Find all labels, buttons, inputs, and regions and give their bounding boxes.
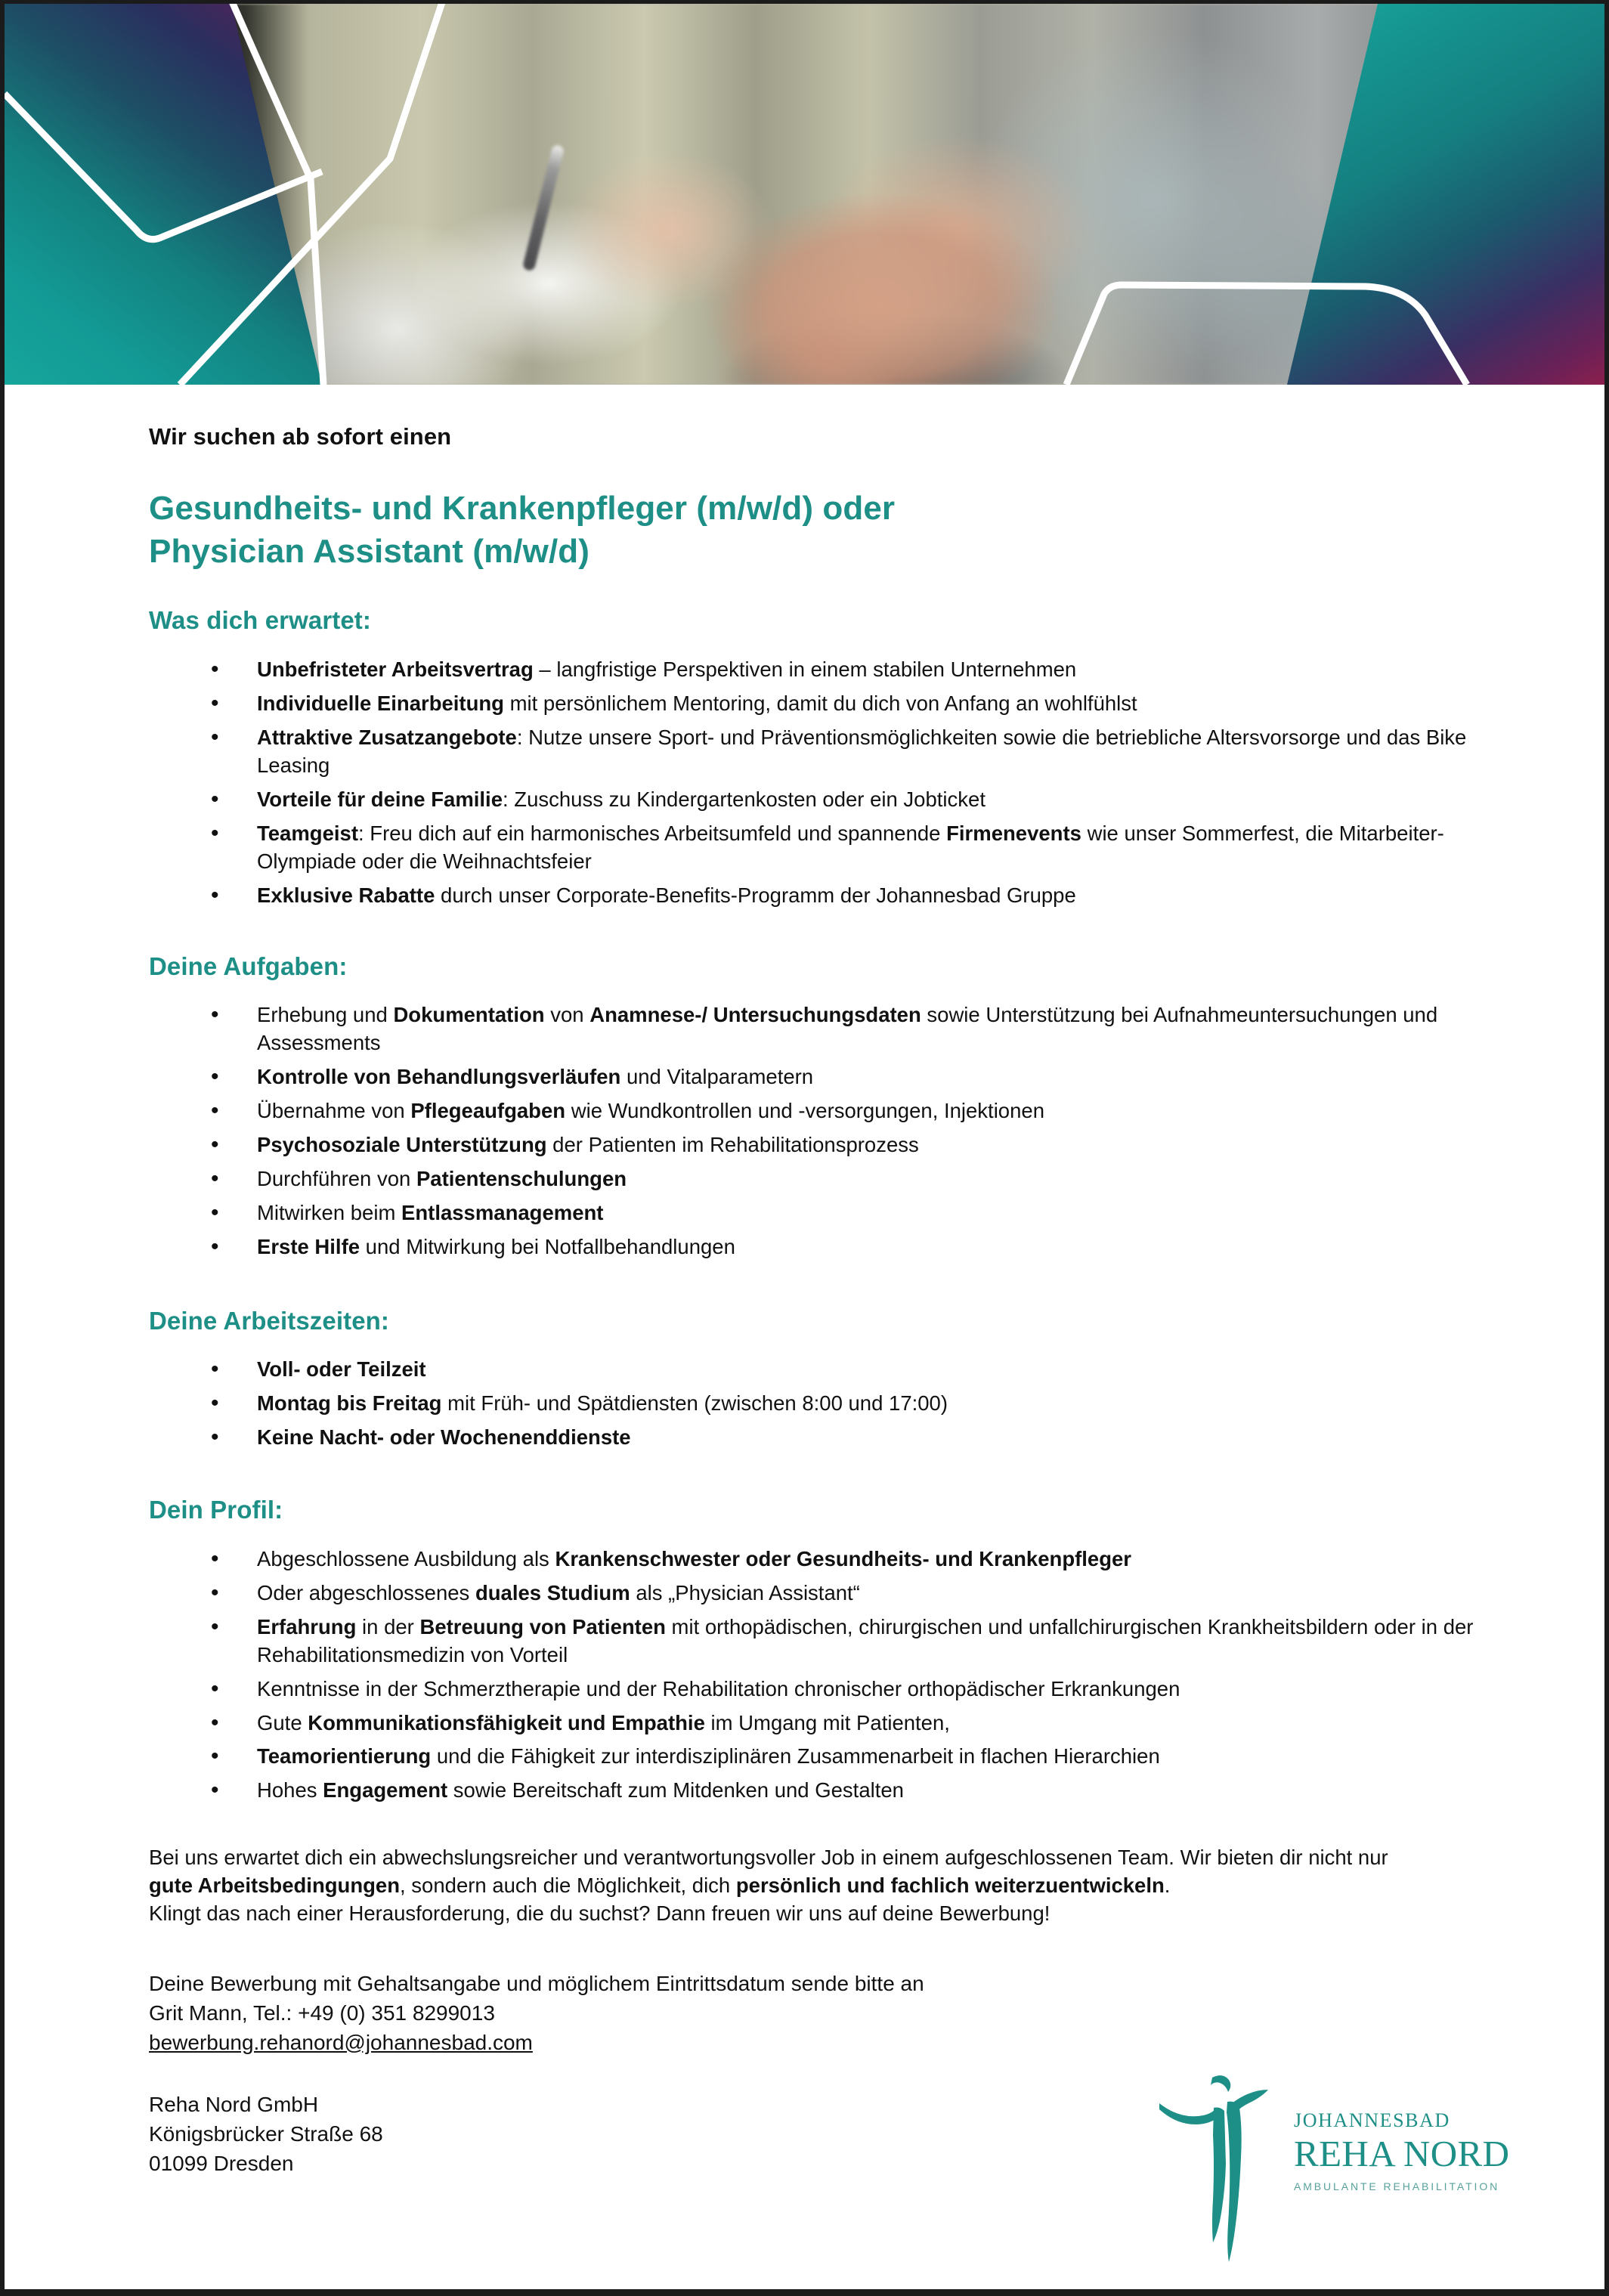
item-pre: Erhebung und: [257, 1003, 394, 1026]
company-logo: [1153, 2084, 1546, 2273]
closing-paragraph: [149, 1844, 1434, 1928]
list-item: [149, 1097, 1479, 1125]
logo-figure-icon: [1153, 2073, 1289, 2264]
list-item: [149, 1546, 1479, 1573]
item-pre: Gute: [257, 1710, 308, 1734]
list-item: [149, 1390, 1479, 1418]
item-rest: und die Fähigkeit zur interdisziplinären Zusammenarbeit in flachen Hierarchien: [431, 1744, 1160, 1768]
item-bold: Montag bis Freitag: [257, 1391, 442, 1416]
item-bold: Erste Hilfe: [257, 1234, 360, 1258]
item-bold-2: Anamnese-/ Untersuchungsdaten: [589, 1003, 921, 1026]
item-bold-2: Firmenevents: [946, 821, 1081, 845]
logo-line-johannesbad: JOHANNESBAD: [1294, 2109, 1450, 2131]
item-rest: in der: [356, 1614, 420, 1638]
logo-wordmark: [1294, 2111, 1543, 2192]
list-item: [149, 1199, 1479, 1227]
kicker-text: Wir suchen ab sofort einen: [149, 423, 452, 450]
job-title-line-2: Physician Assistant (m/w/d): [149, 533, 589, 571]
list-item: [149, 1614, 1479, 1669]
item-pre: Übernahme von: [257, 1098, 411, 1122]
contact-block: [149, 1970, 1479, 2057]
list-item: [149, 820, 1479, 876]
address-city: 01099 Dresden: [149, 2151, 294, 2175]
item-rest: im Umgang mit Patienten,: [704, 1710, 950, 1734]
item-rest: : Zuschuss zu Kindergartenkosten oder ein Jobticket: [503, 787, 986, 811]
item-bold: Kommunikationsfähigkeit und Empathie: [308, 1710, 705, 1734]
list-item: [149, 1777, 1479, 1805]
list-item: [149, 1063, 1479, 1091]
item-bold: Erfahrung: [257, 1614, 357, 1638]
list-item: [149, 1356, 1479, 1384]
contact-instruction: Deine Bewerbung mit Gehaltsangabe und möglichem Eintrittsdatum sende bitte an: [149, 1972, 924, 1996]
closing-paragraph-1: [149, 1844, 1434, 1900]
item-rest: und Vitalparametern: [620, 1064, 814, 1088]
item-bold: Individuelle Einarbeitung: [257, 691, 504, 715]
closing-text-2: , sondern auch die Möglichkeit, dich: [400, 1874, 736, 1898]
item-bold: Teamorientierung: [257, 1744, 432, 1768]
list-item: [149, 690, 1479, 718]
item-bold: Teamgeist: [257, 821, 358, 845]
item-pre: Mitwirken beim: [257, 1200, 402, 1224]
address-company: Reha Nord GmbH: [149, 2093, 319, 2117]
list-item: [149, 1710, 1479, 1737]
list-dein-profil: [149, 1546, 1479, 1806]
item-bold: duales Studium: [475, 1580, 630, 1604]
item-bold: Unbefristeter Arbeitsvertrag: [257, 657, 534, 681]
item-bold: Krankenschwester oder Gesundheits- und Krankenpfleger: [555, 1546, 1132, 1570]
item-pre: Hohes: [257, 1778, 323, 1802]
closing-paragraph-2: Klingt das nach einer Herausforderung, die du suchst? Dann freuen wir uns auf deine Bewerbung!: [149, 1901, 1050, 1926]
address-street: Königsbrücker Straße 68: [149, 2121, 383, 2146]
item-rest-2: sowie Unterstützung bei Aufnahmeuntersuchungen und Assessments: [257, 1003, 1438, 1054]
list-item: [149, 786, 1479, 814]
list-item: [149, 1424, 1479, 1452]
item-bold: Keine Nacht- oder Wochenenddienste: [257, 1425, 631, 1450]
item-pre: Durchführen von: [257, 1166, 416, 1190]
list-item: [149, 1001, 1479, 1057]
item-rest: mit Früh- und Spätdiensten (zwischen 8:00 und 17:00): [441, 1391, 948, 1416]
item-bold: Entlassmanagement: [401, 1200, 604, 1224]
item-bold: Dokumentation: [393, 1003, 545, 1026]
item-rest: wie Wundkontrollen und -versorgungen, Injektionen: [565, 1098, 1044, 1122]
closing-text-3: .: [1164, 1874, 1171, 1898]
item-bold: Vorteile für deine Familie: [257, 787, 503, 811]
closing-text-1: Bei uns erwartet dich ein abwechslungsreicher und verantwortungsvoller Job in einem aufgeschlossenen Team. Wir bieten dir nicht nur: [149, 1846, 1388, 1870]
section-heading-dein-profil: Dein Profil:: [149, 1496, 283, 1524]
logo-line-tagline: AMBULANTE REHABILITATION: [1294, 2180, 1500, 2192]
item-bold-2: Betreuung von Patienten: [419, 1614, 666, 1638]
job-content: [149, 385, 1479, 2178]
item-bold: Psychosoziale Unterstützung: [257, 1132, 547, 1156]
list-item: [149, 1676, 1479, 1703]
contact-person-phone: Grit Mann, Tel.: +49 (0) 351 8299013: [149, 2001, 495, 2025]
list-was-dich-erwartet: [149, 656, 1479, 910]
list-item: [149, 1165, 1479, 1193]
closing-bold-1: gute Arbeitsbedingungen: [149, 1874, 401, 1898]
item-pre: Abgeschlossene Ausbildung als: [257, 1546, 555, 1570]
closing-bold-2: persönlich und fachlich weiterzuentwickeln: [735, 1874, 1165, 1898]
item-pre: Kenntnisse in der Schmerztherapie und der Rehabilitation chronischer orthopädischer Erkrankungen: [257, 1676, 1180, 1700]
item-rest-2: mit orthopädischen, chirurgischen und unfallchirurgischen Krankheitsbildern oder in der Rehabilitationsmedizin von Vorteil: [257, 1614, 1474, 1666]
item-rest: und Mitwirkung bei Notfallbehandlungen: [360, 1234, 735, 1258]
section-heading-was-dich-erwartet: Was dich erwartet:: [149, 606, 371, 635]
item-bold: Exklusive Rabatte: [257, 883, 435, 907]
list-deine-arbeitszeiten: [149, 1356, 1479, 1452]
item-bold: Pflegeaufgaben: [410, 1098, 566, 1122]
list-item: [149, 656, 1479, 684]
item-rest: als „Physician Assistant“: [630, 1580, 860, 1604]
item-rest: : Nutze unsere Sport- und Präventionsmöglichkeiten sowie die betriebliche Altersvorsorge und das Bike Leasing: [257, 725, 1467, 777]
list-item: [149, 1743, 1479, 1771]
item-bold: Voll- oder Teilzeit: [257, 1357, 426, 1382]
list-item: [149, 1233, 1479, 1261]
item-rest: durch unser Corporate-Benefits-Programm der Johannesbad Gruppe: [435, 883, 1076, 907]
item-rest: der Patienten im Rehabilitationsprozess: [546, 1132, 919, 1156]
list-item: [149, 724, 1479, 780]
item-rest: sowie Bereitschaft zum Mitdenken und Gestalten: [447, 1778, 904, 1802]
hero-banner: [5, 4, 1604, 385]
logo-line-rehanord: REHA NORD: [1294, 2133, 1510, 2174]
list-item: [149, 1580, 1479, 1608]
item-bold: Kontrolle von Behandlungsverläufen: [257, 1064, 621, 1088]
item-pre: Oder abgeschlossenes: [257, 1580, 475, 1604]
item-rest: von: [544, 1003, 590, 1026]
list-item: [149, 1131, 1479, 1159]
section-heading-deine-arbeitszeiten: Deine Arbeitszeiten:: [149, 1306, 390, 1335]
item-rest: : Freu dich auf ein harmonisches Arbeitsumfeld und spannende: [357, 821, 947, 845]
item-bold: Patientenschulungen: [416, 1166, 627, 1190]
item-rest-2: wie unser Sommerfest, die Mitarbeiter-Olympiade oder die Weihnachtsfeier: [257, 821, 1444, 873]
job-title-line-1: Gesundheits- und Krankenpfleger (m/w/d) oder: [149, 490, 896, 527]
item-bold: Attraktive Zusatzangebote: [257, 725, 517, 749]
contact-email-link[interactable]: bewerbung.rehanord@johannesbad.com: [149, 2030, 533, 2054]
list-item: [149, 882, 1479, 910]
page-title: [149, 487, 1479, 573]
item-rest: – langfristige Perspektiven in einem stabilen Unternehmen: [533, 657, 1077, 681]
list-deine-aufgaben: [149, 1001, 1479, 1261]
section-heading-deine-aufgaben: Deine Aufgaben:: [149, 952, 348, 980]
item-bold: Engagement: [323, 1778, 448, 1802]
hero-decorative-lines: [5, 4, 1604, 385]
item-rest: mit persönlichem Mentoring, damit du dich von Anfang an wohlfühlst: [503, 691, 1137, 715]
